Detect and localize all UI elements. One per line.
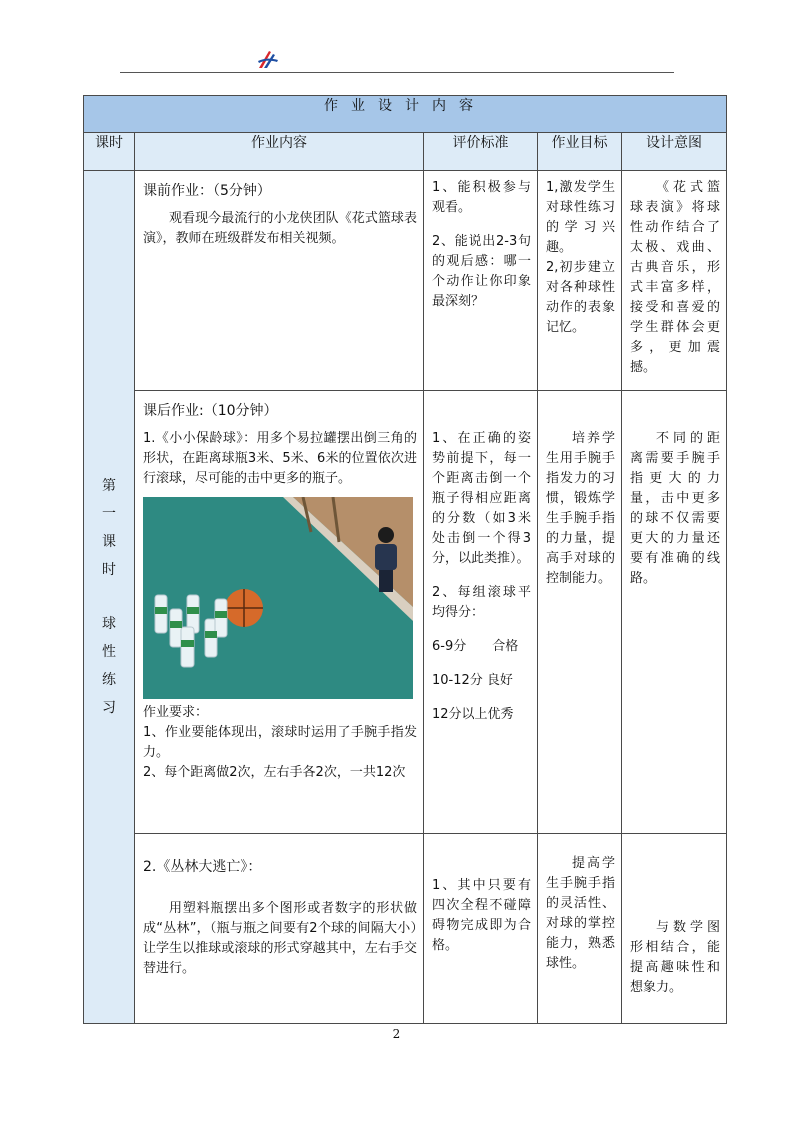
goal-text: 培养学生用手腕手指发力的习惯，锻炼学生手腕手指的力量，提高手对球的控制能力。 xyxy=(546,431,615,586)
requirement-item: 2、每个距离做2次，左右手各2次，一共12次 xyxy=(143,765,406,780)
header-rule xyxy=(120,72,674,73)
intent-cell xyxy=(622,391,727,834)
bowling-photo xyxy=(143,497,413,699)
content-cell xyxy=(135,171,424,391)
intent-cell xyxy=(622,171,727,391)
grade-excellent: 12分以上优秀 xyxy=(432,707,514,722)
period-cell xyxy=(84,171,135,1024)
eval-text: 1、其中只要有四次全程不碰障碍物完成即为合格。 xyxy=(432,878,531,953)
evaluation-cell xyxy=(424,834,538,1024)
table-row xyxy=(84,834,727,1024)
evaluation-cell xyxy=(424,391,538,834)
header-goal: 作业目标 xyxy=(538,133,622,171)
goal-cell xyxy=(538,391,622,834)
evaluation-cell xyxy=(424,171,538,391)
intent-text: 不同的距离需要手腕手指更大的力量，击中更多的球不仅需要更大的力量还要有准确的线路。 xyxy=(630,431,721,586)
grade-good: 10-12分 良好 xyxy=(432,673,513,688)
table-row xyxy=(84,391,727,834)
goal-item: 2,初步建立对各种球性动作的表象记忆。 xyxy=(546,260,615,335)
table-title-row xyxy=(84,96,727,133)
grade-pass: 6-9分 合格 xyxy=(432,639,519,654)
period-label-1: 第一课时 xyxy=(102,478,116,578)
content-text: 观看现今最流行的小龙侠团队《花式篮球表演》，教师在班级群发布相关视频。 xyxy=(143,211,417,246)
content-cell xyxy=(135,391,424,834)
goal-item: 1,激发学生对球性练习的学习兴趣。 xyxy=(546,180,615,255)
header-evaluation: 评价标准 xyxy=(424,133,538,171)
section-heading: 2.《丛林大逃亡》： xyxy=(143,859,262,875)
eval-item: 1、能积极参与观看。 xyxy=(432,180,531,215)
table-title: 作业设计内容 xyxy=(84,96,727,133)
logo-icon xyxy=(256,48,280,70)
intent-text: 与数学图形相结合，能提高趣味性和想象力。 xyxy=(630,920,721,995)
header-content: 作业内容 xyxy=(135,133,424,171)
eval-item: 2、能说出2-3句的观后感：哪一个动作让你印象最深刻？ xyxy=(432,234,531,309)
goal-cell xyxy=(538,171,622,391)
table-header-row xyxy=(84,133,727,171)
content-text: 1.《小小保龄球》：用多个易拉罐摆出倒三角的形状，在距离球瓶3米、5米、6米的位置依次进行滚球，尽可能的击中更多的瓶子。 xyxy=(143,431,417,486)
requirement-item: 1、作业要能体现出，滚球时运用了手腕手指发力。 xyxy=(143,725,417,760)
content-text: 用塑料瓶摆出多个图形或者数字的形状做成“丛林”，（瓶与瓶之间要有2个球的间隔大小）让学生以推球或滚球的形式穿越其中，左右手交替进行。 xyxy=(143,901,417,976)
goal-text: 提高学生手腕手指的灵活性、对球的掌控能力，熟悉球性。 xyxy=(546,856,615,971)
page-number: 2 xyxy=(392,1027,401,1041)
section-heading: 课后作业:（10分钟） xyxy=(143,403,278,419)
header-intent: 设计意图 xyxy=(622,133,727,171)
content-cell xyxy=(135,834,424,1024)
requirements-heading: 作业要求： xyxy=(143,705,209,720)
header-period: 课时 xyxy=(84,133,135,171)
eval-item: 1、在正确的姿势前提下，每一个距离击倒一个瓶子得相应距离的分数（如3米处击倒一个得3分，以此类推）。 xyxy=(432,431,531,566)
goal-cell xyxy=(538,834,622,1024)
table-row xyxy=(84,171,727,391)
intent-cell xyxy=(622,834,727,1024)
intent-text: 《花式篮球表演》将球性动作结合了太极、戏曲、古典音乐，形式丰富多样，接受和喜爱的学生群体会更多，更加震撼。 xyxy=(630,180,721,375)
eval-item: 2、每组滚球平均得分： xyxy=(432,585,531,620)
period-label-2: 球性练习 xyxy=(102,616,116,716)
section-heading: 课前作业：（5分钟） xyxy=(143,183,271,199)
homework-design-table xyxy=(83,95,727,1024)
